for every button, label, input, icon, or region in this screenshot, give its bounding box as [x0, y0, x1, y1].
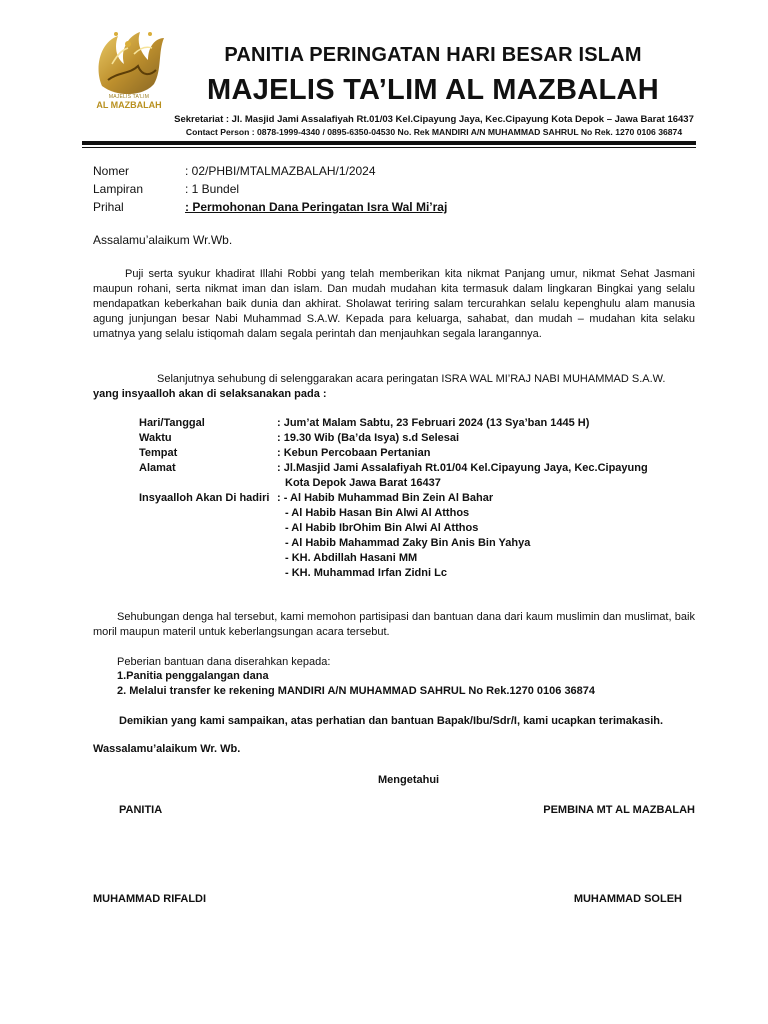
- acknowledged-label: Mengetahui: [378, 774, 440, 786]
- closing-statement: Demikian yang kami sampaikan, atas perhatian dan bantuan Bapak/Ibu/Sdr/I, kami ucapkan terimakasih.: [119, 715, 664, 727]
- detail-row-place: [139, 446, 648, 461]
- meta-key: Lampiran: [93, 182, 144, 196]
- detail-key: Waktu: [139, 432, 172, 444]
- letterhead-contact: Contact Person : 0878-1999-4340 / 0895-6350-04530 No. Rek MANDIRI A/N MUHAMMAD SAHRUL No Rek. 1270 0106 36874: [185, 127, 683, 137]
- letter-meta: [93, 162, 447, 216]
- paragraph-event-intro: [93, 372, 695, 402]
- meta-key: Nomer: [93, 164, 130, 178]
- logo-caption: [88, 94, 170, 110]
- speakers-label: Insyaalloh Akan Di hadiri: [139, 492, 270, 504]
- signature-name-right: MUHAMMAD SOLEH: [573, 893, 682, 905]
- logo-caption-name: AL MAZBALAH: [96, 100, 162, 110]
- detail-row-time: [139, 431, 648, 446]
- letterhead-divider-thick: [82, 141, 696, 145]
- speaker-item: - Al Habib Mahammad Zaky Bin Anis Bin Yahya: [285, 537, 531, 549]
- paragraph-event-intro-line1: Selanjutnya sehubung di selenggarakan acara peringatan ISRA WAL MI’RAJ NABI MUHAMMAD S.A.W.: [157, 373, 666, 385]
- detail-key: Hari/Tanggal: [139, 417, 205, 429]
- farewell: Wassalamu’alaikum Wr. Wb.: [93, 743, 241, 755]
- detail-value: : Jl.Masjid Jami Assalafiyah Rt.01/04 Kel.Cipayung Jaya, Kec.Cipayung: [277, 462, 648, 474]
- detail-row-address: [139, 461, 648, 476]
- letterhead-title-line1: PANITIA PERINGATAN HARI BESAR ISLAM: [224, 44, 642, 66]
- speaker-item: : - Al Habib Muhammad Bin Zein Al Bahar: [277, 492, 494, 504]
- signature-name-left: MUHAMMAD RIFALDI: [93, 893, 207, 905]
- detail-value: : 19.30 Wib (Ba’da Isya) s.d Selesai: [277, 432, 460, 444]
- speaker-item: - KH. Abdillah Hasani MM: [285, 552, 418, 564]
- paragraph-opening: [93, 267, 695, 342]
- detail-value: : Kebun Percobaan Pertanian: [277, 447, 431, 459]
- meta-value: : 02/PHBI/MTALMAZBALAH/1/2024: [185, 164, 376, 178]
- meta-value-subject: : Permohonan Dana Peringatan Isra Wal Mi’raj: [185, 200, 448, 214]
- meta-row-number: [93, 162, 447, 180]
- paragraph-opening-text: Puji serta syukur khadirat Illahi Robbi yang telah memberikan kita nikmat Panjang umur, nikmat Sehat Jasmani maupun rohani, serta nikmat iman dan islam. Dan mudah mudahan kita termasuk dalam lingkaran Bingkai yang selalu mendapatkan keberkahan baik dunia dan akhirat. Sholawat teriring salam tercurahkan selalu kepenghulu alam manusia agung junjungan besar Nabi Muhammad S.A.W. Kepada para keluarga, sahabat, dan mudah – mudahan kita selaku umatnya yang selalu istiqomah dalam segala perintah dan menjauhkan segala larangannya.: [93, 268, 695, 340]
- donation-item-1: 1.Panitia penggalangan dana: [117, 670, 269, 682]
- detail-row-date: [139, 416, 648, 431]
- speaker-item: - Al Habib Hasan Bin Alwi Al Atthos: [285, 507, 470, 519]
- detail-key: Tempat: [139, 447, 178, 459]
- donation-intro: Peberian bantuan dana diserahkan kepada:: [117, 656, 331, 668]
- signature-role-left: PANITIA: [119, 804, 163, 816]
- letterhead-title-line2: MAJELIS TA’LIM AL MAZBALAH: [207, 74, 659, 106]
- meta-row-attachment: [93, 180, 447, 198]
- detail-value: : Jum’at Malam Sabtu, 23 Februari 2024 (13 Sya’ban 1445 H): [277, 417, 590, 429]
- letterhead-address: Sekretariat : Jl. Masjid Jami Assalafiyah Rt.01/03 Kel.Cipayung Jaya, Kec.Cipayung Kota Depok – Jawa Barat 16437: [174, 114, 694, 125]
- paragraph-request: [93, 610, 695, 640]
- event-details: [139, 416, 648, 581]
- detail-address-continuation: Kota Depok Jawa Barat 16437: [285, 477, 441, 489]
- greeting: Assalamu’alaikum Wr.Wb.: [93, 233, 233, 247]
- letterhead-divider-thin: [82, 147, 696, 148]
- logo-caption-small: MAJELIS TA'LIM: [108, 94, 150, 100]
- donation-item-2: 2. Melalui transfer ke rekening MANDIRI A/N MUHAMMAD SAHRUL No Rek.1270 0106 36874: [117, 685, 596, 697]
- signature-role-right: PEMBINA MT AL MAZBALAH: [543, 804, 695, 816]
- speaker-item: - Al Habib IbrOhim Bin Alwi Al Atthos: [285, 522, 479, 534]
- paragraph-event-intro-line2: yang insyaalloh akan di selaksanakan pada :: [93, 388, 327, 400]
- meta-key: Prihal: [93, 200, 124, 214]
- detail-row-speakers: [139, 491, 648, 506]
- speaker-item: - KH. Muhammad Irfan Zidni Lc: [285, 567, 447, 579]
- paragraph-request-text: Sehubungan denga hal tersebut, kami memohon partisipasi dan bantuan dana dari kaum muslimin dan muslimat, baik moril maupun materil untuk keberlangsungan acara tersebut.: [93, 611, 695, 638]
- meta-row-subject: [93, 198, 447, 216]
- meta-value: : 1 Bundel: [185, 182, 240, 196]
- detail-key: Alamat: [139, 462, 176, 474]
